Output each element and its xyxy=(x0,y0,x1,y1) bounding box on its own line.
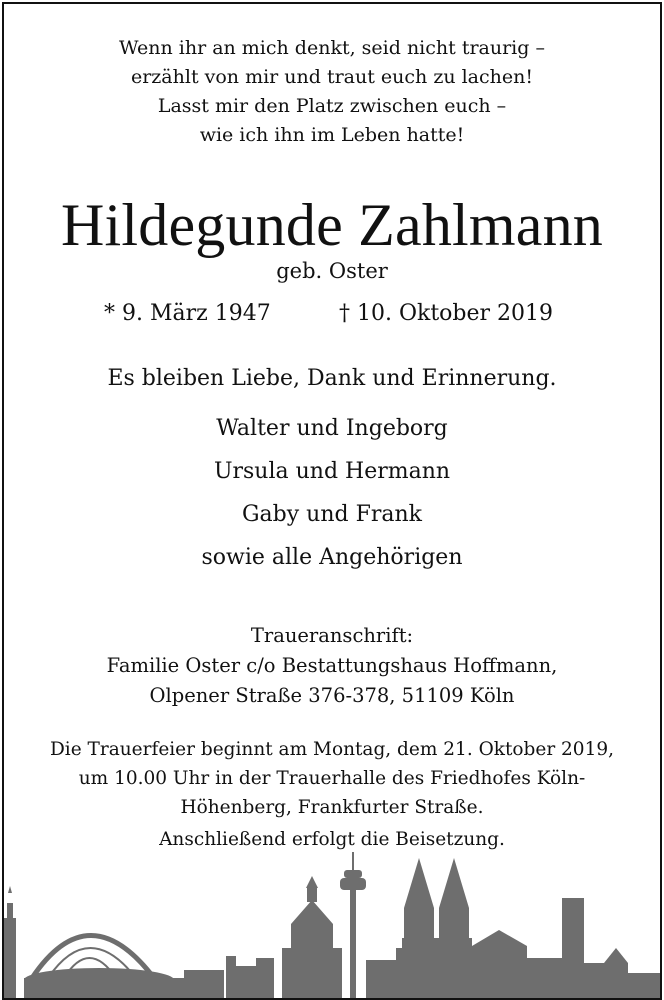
mourners-list xyxy=(4,407,660,579)
mourner-entry: Gaby und Frank xyxy=(241,502,422,527)
address-line: Olpener Straße 376-378, 51109 Köln xyxy=(149,684,515,707)
service-line: Höhenberg, Frankfurter Straße. xyxy=(180,797,484,818)
address-line: Familie Oster c/o Bestattungshaus Hoffmann, xyxy=(106,654,558,677)
service-line: um 10.00 Uhr in der Trauerhalle des Friedhofes Köln- xyxy=(78,768,586,789)
poem-line: erzählt von mir und traut euch zu lachen! xyxy=(130,66,534,88)
service-line: Die Trauerfeier beginnt am Montag, dem 21. Oktober 2019, xyxy=(49,739,615,760)
mourner-entry: sowie alle Angehörigen xyxy=(201,545,463,570)
obituary-notice xyxy=(2,2,662,1000)
address-heading: Traueranschrift: xyxy=(250,624,414,647)
death-date: † 10. Oktober 2019 xyxy=(339,301,554,326)
tagline: Es bleiben Liebe, Dank und Erinnerung. xyxy=(107,366,557,391)
poem-line: wie ich ihn im Leben hatte! xyxy=(199,124,465,146)
poem-line: Wenn ihr an mich denkt, seid nicht traurig – xyxy=(119,37,545,59)
birth-date: * 9. März 1947 xyxy=(104,301,271,326)
poem-line: Lasst mir den Platz zwischen euch – xyxy=(157,95,507,117)
burial-note: Anschließend erfolgt die Beisetzung. xyxy=(159,829,505,850)
mourning-address xyxy=(4,621,660,711)
birth-name: geb. Oster xyxy=(276,259,388,283)
cologne-skyline-illustration xyxy=(4,848,660,998)
memorial-poem xyxy=(4,34,660,150)
mourner-entry: Ursula und Hermann xyxy=(213,459,451,484)
mourner-entry: Walter und Ingeborg xyxy=(216,416,448,441)
funeral-service-info xyxy=(4,735,660,822)
deceased-name: Hildegunde Zahlmann xyxy=(61,192,603,258)
